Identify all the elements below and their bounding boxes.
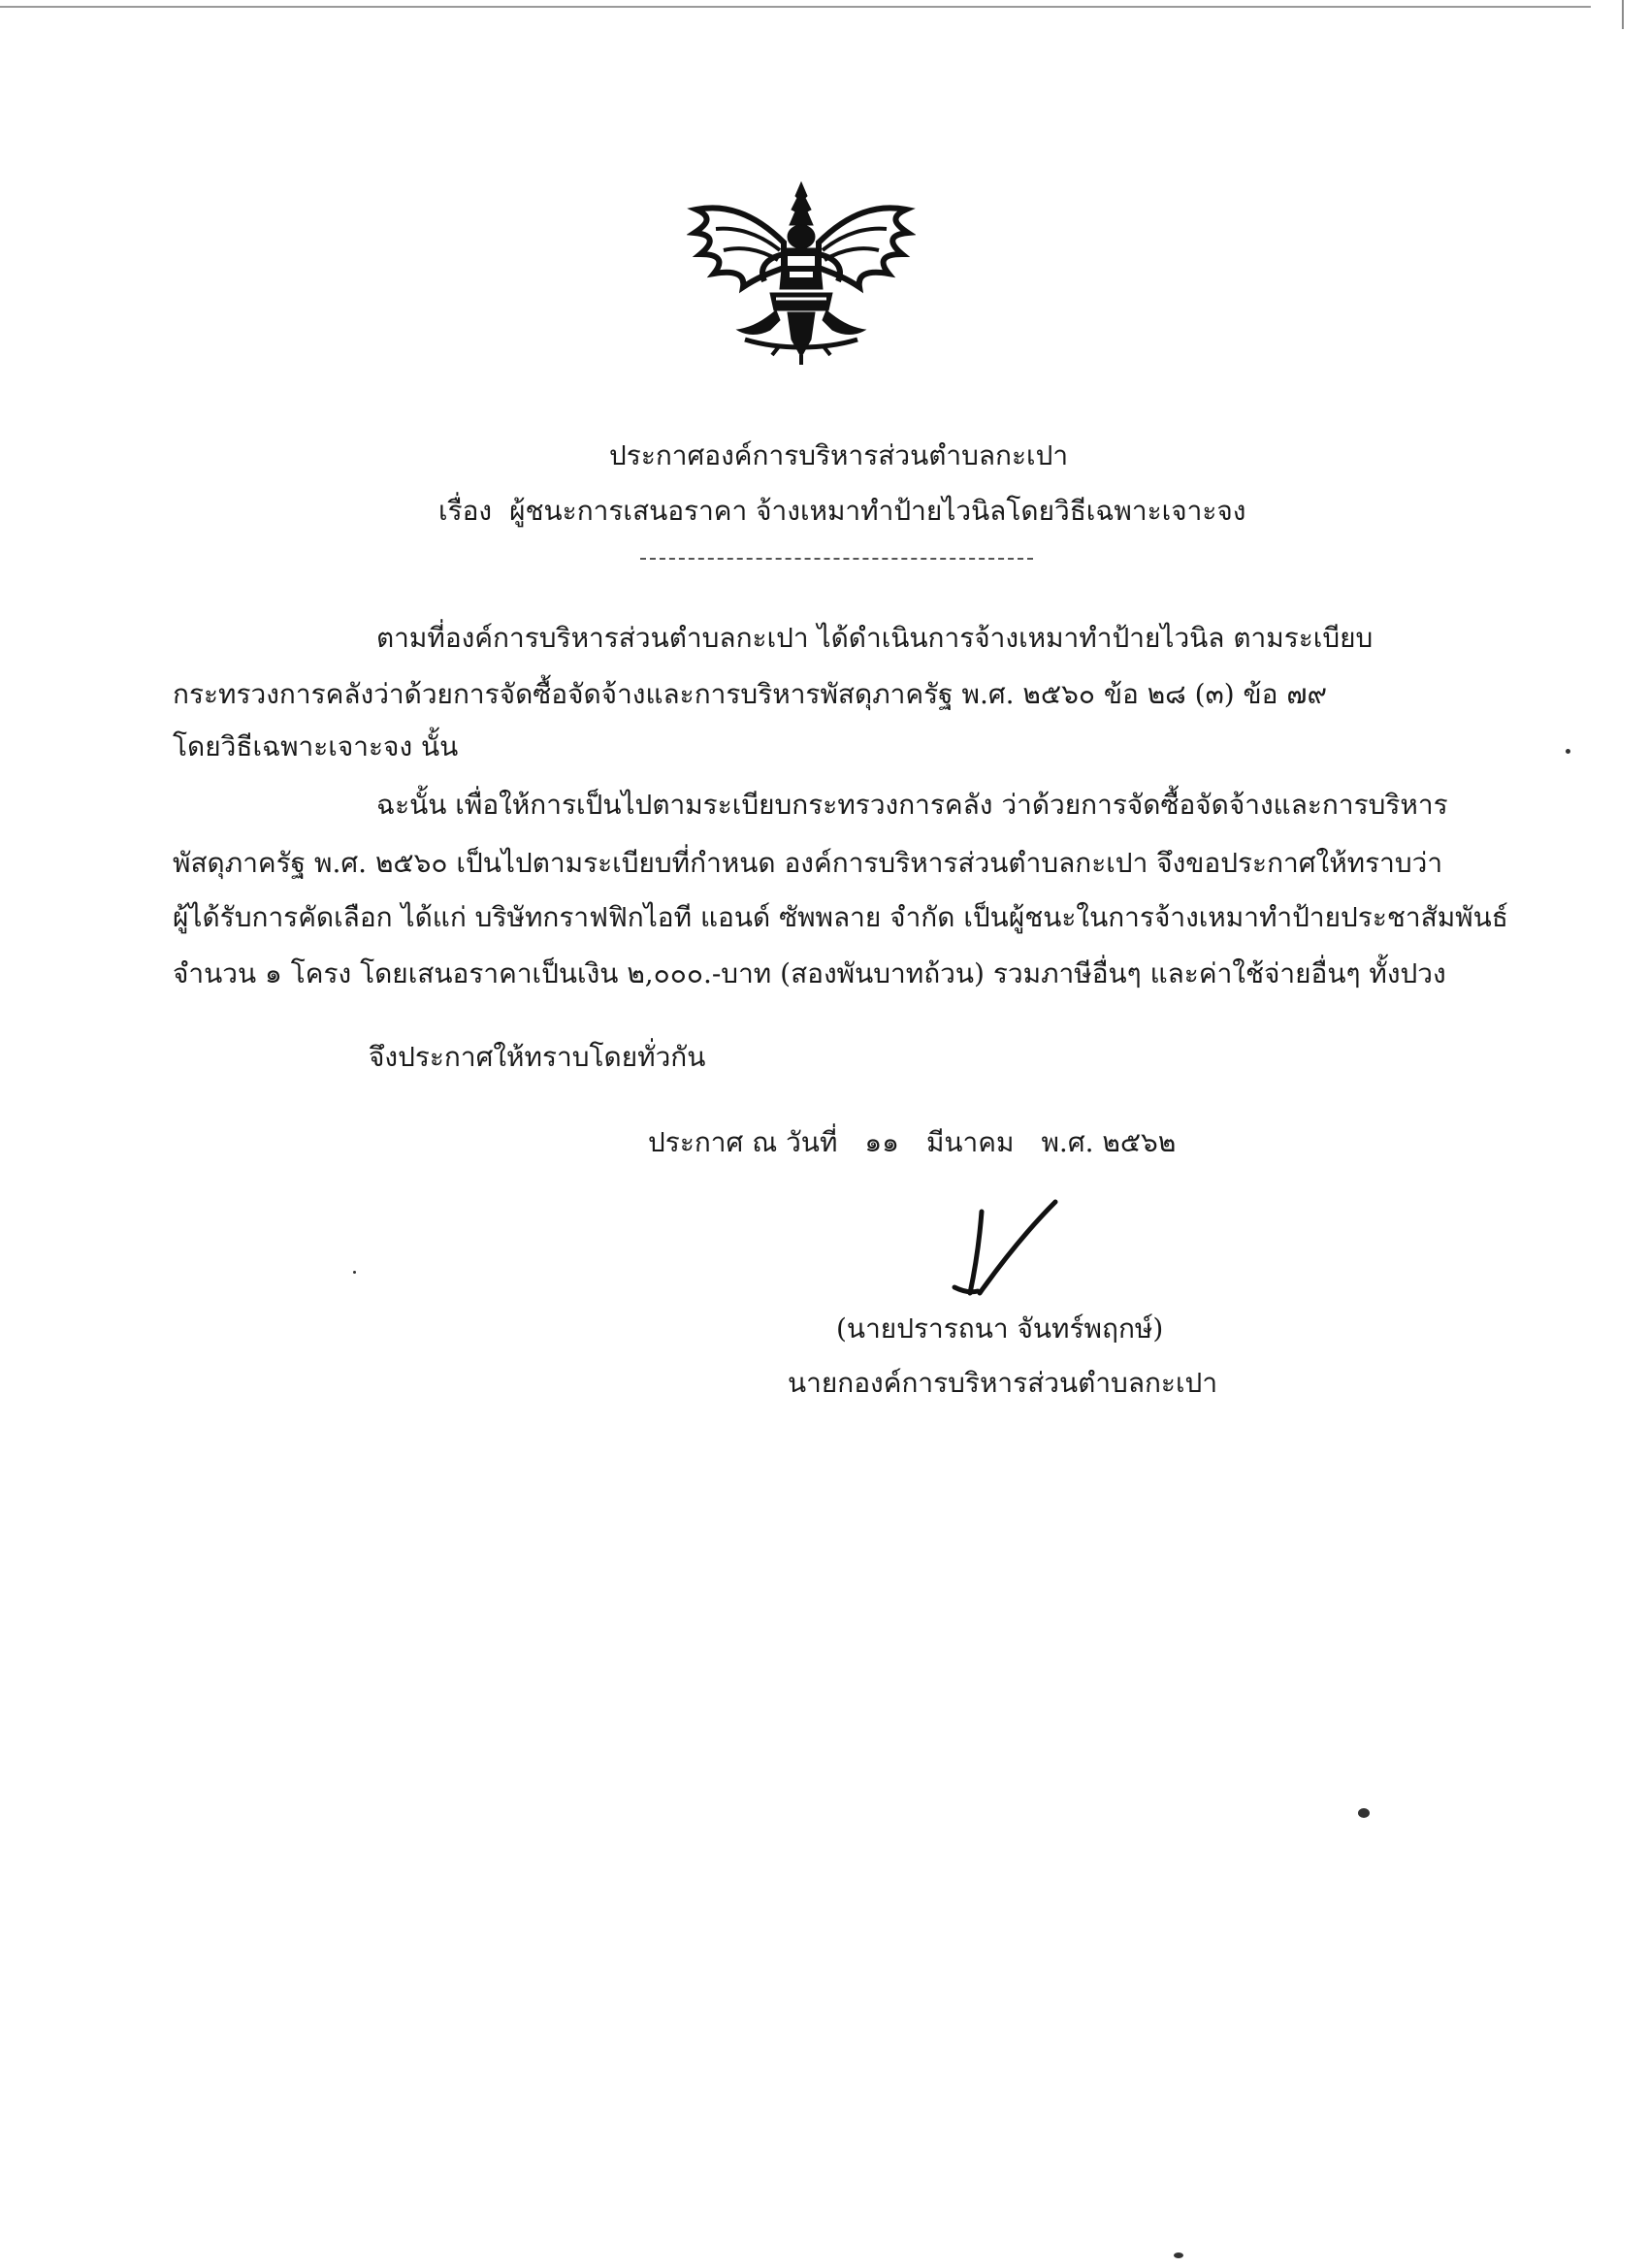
date-year: พ.ศ. ๒๕๖๒ [1041, 1126, 1177, 1158]
scan-speck [1358, 1808, 1370, 1818]
signatory-position: นายกองค์การบริหารส่วนตำบลกะเปา [788, 1367, 1218, 1399]
paragraph2-line: พัสดุภาครัฐ พ.ศ. ๒๕๖๐ เป็นไปตามระเบียบที่กำหนด องค์การบริหารส่วนตำบลกะเปา จึงขอประกาศให้ทราบว่า [173, 847, 1443, 879]
scan-edge [0, 6, 1591, 8]
paragraph1-line: โดยวิธีเฉพาะเจาะจง นั้น [173, 730, 459, 762]
signatory-name: (นายปรารถนา จันทร์พฤกษ์) [836, 1312, 1164, 1345]
title-separator [640, 558, 1033, 560]
scan-speck [1566, 749, 1570, 754]
paragraph2-line: จำนวน ๑ โครง โดยเสนอราคาเป็นเงิน ๒,๐๐๐.-บาท (สองพันบาทถ้วน) รวมภาษีอื่นๆ และค่าใช้จ่ายอื่นๆ ทั้งปวง [173, 957, 1446, 989]
closing-statement: จึงประกาศให้ทราบโดยทั่วกัน [369, 1041, 706, 1073]
announcement-subject [438, 494, 1245, 529]
date-day: ๑๑ [864, 1126, 899, 1158]
date-month: มีนาคม [925, 1126, 1015, 1158]
announcement-date [648, 1125, 1176, 1160]
paragraph1-line: กระทรวงการคลังว่าด้วยการจัดซื้อจัดจ้างและการบริหารพัสดุภาครัฐ พ.ศ. ๒๕๖๐ ข้อ ๒๘ (๓) ข้อ ๗๙ [173, 678, 1327, 710]
garuda-emblem-icon [687, 175, 916, 369]
scan-edge-mark [1622, 0, 1624, 29]
paragraph1-line: ตามที่องค์การบริหารส่วนตำบลกะเปา ได้ดำเนินการจ้างเหมาทำป้ายไวนิล ตามระเบียบ [376, 622, 1374, 654]
paragraph2-line: ฉะนั้น เพื่อให้การเป็นไปตามระเบียบกระทรวงการคลัง ว่าด้วยการจัดซื้อจัดจ้างและการบริหาร [376, 789, 1448, 821]
scan-speck [1174, 2252, 1183, 2258]
handwritten-signature [941, 1198, 1072, 1305]
paragraph2-line: ผู้ได้รับการคัดเลือก ได้แก่ บริษัทกราฟฟิกไอที แอนด์ ซัพพลาย จำกัด เป็นผู้ชนะในการจ้างเหมาทำป้ายประชาสัมพันธ์ [173, 901, 1508, 933]
subject-label: เรื่อง [438, 495, 493, 527]
subject-text: ผู้ชนะการเสนอราคา จ้างเหมาทำป้ายไวนิลโดยวิธีเฉพาะเจาะจง [509, 495, 1246, 527]
date-prefix: ประกาศ ณ วันที่ [648, 1126, 838, 1158]
scan-speck [353, 1271, 356, 1274]
announcement-title: ประกาศองค์การบริหารส่วนตำบลกะเปา [609, 439, 1069, 471]
